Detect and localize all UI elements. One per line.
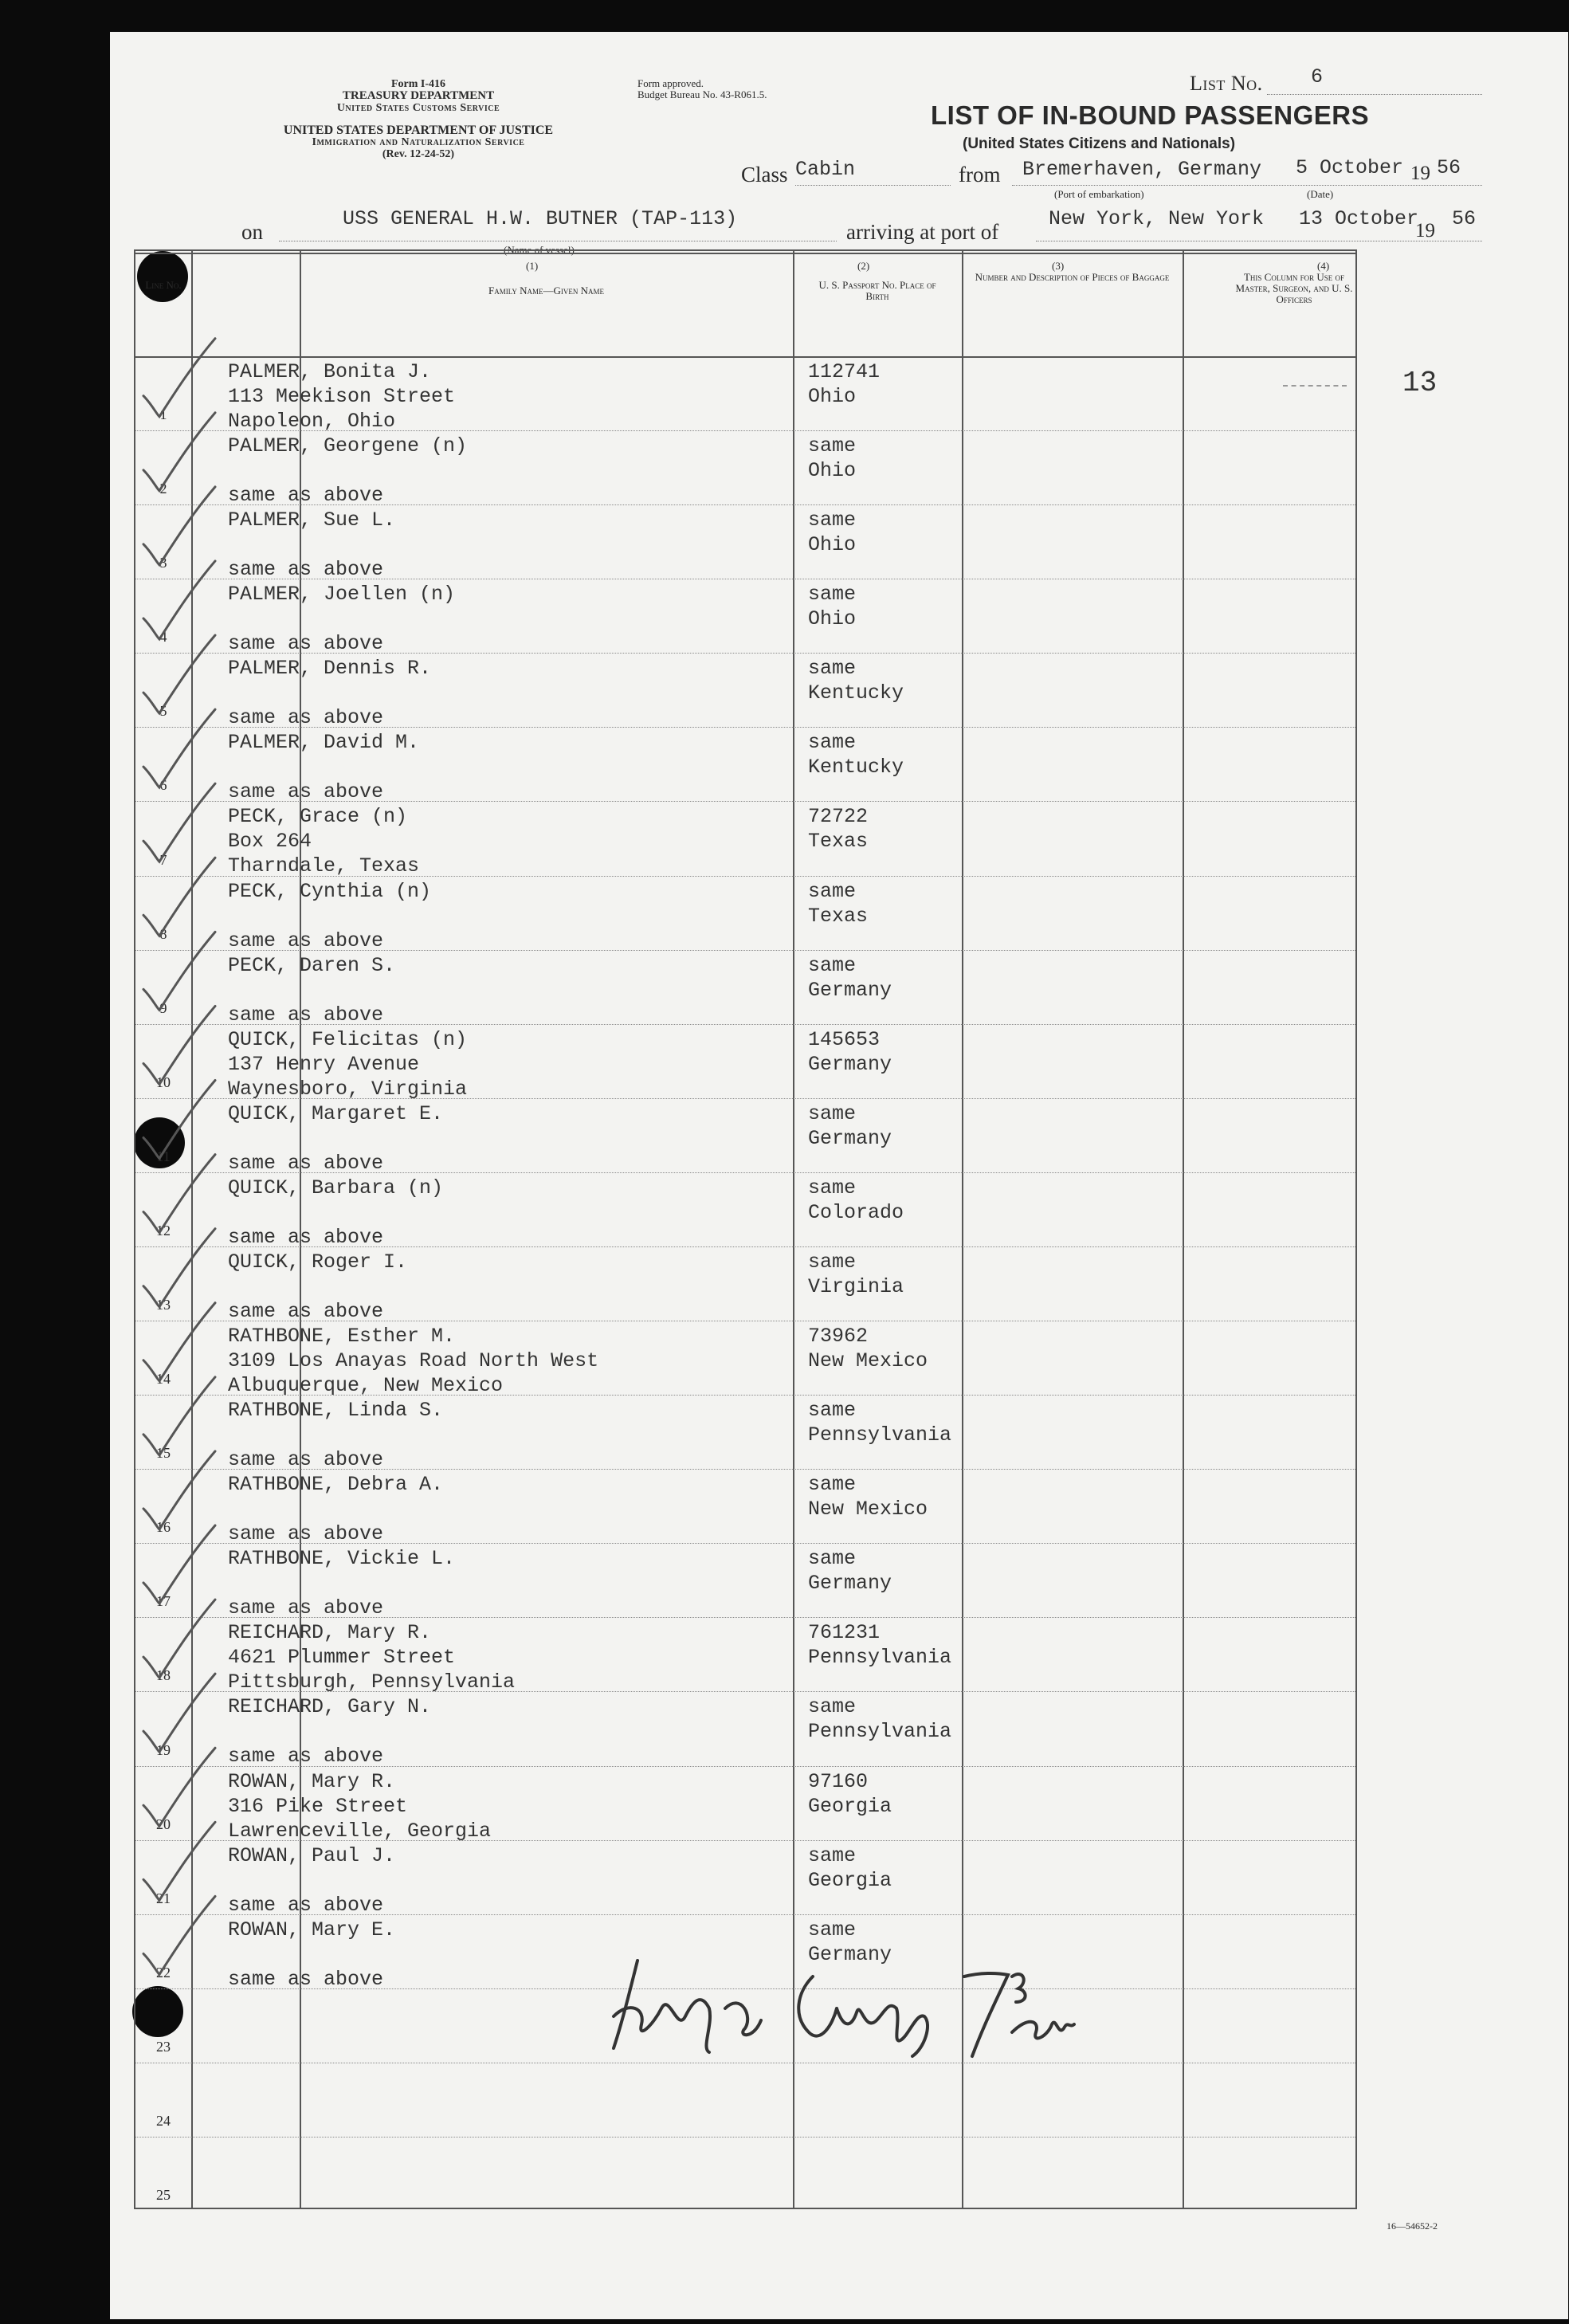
passport-birthplace: same Germany — [808, 953, 892, 1002]
passport-birthplace: same Texas — [808, 879, 869, 928]
passenger-name: QUICK, Felicitas (n) 137 Henry Avenue Waynesboro, Virginia — [228, 1027, 468, 1101]
checkmark — [143, 1377, 215, 1455]
passport-birthplace: 145653 Germany — [808, 1027, 892, 1076]
line-number: 16 — [156, 1519, 171, 1536]
checkmark — [143, 1303, 215, 1381]
checkmark — [143, 1229, 215, 1307]
line-number: 15 — [156, 1445, 171, 1462]
passenger-name: REICHARD, Gary N. same as above — [228, 1695, 432, 1769]
line-number: 25 — [156, 2186, 171, 2203]
checkmark — [143, 932, 215, 1010]
line-number: 21 — [156, 1890, 171, 1906]
passenger-name: RATHBONE, Vickie L. same as above — [228, 1547, 456, 1620]
checkmark — [143, 413, 215, 491]
list-title: LIST OF IN-BOUND PASSENGERS — [931, 100, 1370, 130]
passenger-name: PALMER, Georgene (n) same as above — [228, 434, 468, 508]
checkmark — [143, 487, 215, 565]
passport-birthplace: 761231 Pennsylvania — [808, 1621, 952, 1670]
arrival-port: New York, New York — [1049, 207, 1265, 230]
line-number: 20 — [156, 1816, 171, 1832]
passport-birthplace: same Germany — [808, 1101, 892, 1150]
line-number: 4 — [159, 629, 167, 646]
passport-birthplace: 97160 Georgia — [808, 1769, 892, 1818]
class-label: Class — [741, 163, 788, 186]
passenger-name: PALMER, Dennis R. same as above — [228, 657, 432, 730]
passenger-name: PECK, Grace (n) Box 264 Tharndale, Texas — [228, 805, 420, 878]
checkmark — [143, 1896, 215, 1974]
checkmark — [143, 561, 215, 639]
col-head-passport: U. S. Passport No. Place of Birth — [818, 279, 936, 302]
form-revision: (Rev. 12-24-52) — [382, 148, 455, 160]
passport-birthplace: same Kentucky — [808, 657, 904, 705]
passport-birthplace: same Ohio — [808, 583, 857, 631]
line-number: 13 — [156, 1297, 171, 1313]
passport-birthplace: 72722 Texas — [808, 805, 869, 854]
line-number: 7 — [159, 851, 167, 868]
line-number: 14 — [156, 1371, 171, 1388]
passenger-table — [134, 249, 1438, 2209]
passport-birthplace: same Ohio — [808, 434, 857, 483]
col-head-line-no: Line No. — [145, 279, 182, 291]
col-head-name: Family Name—Given Name — [488, 285, 604, 296]
line-number: 19 — [156, 1741, 171, 1758]
line-number: 22 — [156, 1964, 171, 1981]
passenger-name: ROWAN, Paul J. same as above — [228, 1843, 396, 1917]
line-number: 5 — [159, 703, 167, 720]
line-number: 12 — [156, 1222, 171, 1239]
col-caption-4: (4) — [1317, 260, 1330, 272]
arrival-date: 13 October — [1299, 207, 1419, 230]
checkmark — [143, 709, 215, 787]
passport-birthplace: same Virginia — [808, 1250, 904, 1298]
officer-note: 13 — [1402, 367, 1438, 399]
col-caption-3: (3) — [1052, 260, 1065, 272]
from-year: 56 — [1437, 156, 1461, 179]
line-number: 3 — [159, 555, 167, 571]
from-date: 5 October — [1296, 156, 1404, 179]
arrival-year: 56 — [1452, 207, 1477, 230]
class-line — [795, 185, 951, 186]
line-number: 17 — [156, 1593, 171, 1610]
col-caption-1: (1) — [526, 260, 539, 272]
passenger-name: PECK, Cynthia (n) same as above — [228, 879, 432, 952]
passenger-name: ROWAN, Mary E. same as above — [228, 1918, 396, 1991]
port-caption: (Port of embarkation) — [1054, 188, 1144, 200]
passport-birthplace: same Kentucky — [808, 731, 904, 779]
line-number: 18 — [156, 1667, 171, 1684]
passport-birthplace: same Colorado — [808, 1176, 904, 1224]
checkmark-layer — [135, 251, 1359, 2211]
passenger-name: QUICK, Margaret E. same as above — [228, 1101, 444, 1175]
passport-birthplace: same Germany — [808, 1547, 892, 1596]
from-line — [1012, 185, 1482, 186]
arrival-year-prefix: 19 — [1415, 220, 1435, 241]
budget-bureau: Budget Bureau No. 43-R061.5. — [637, 88, 767, 100]
checkmark — [143, 635, 215, 713]
handwritten-signature — [582, 1945, 1076, 2064]
passport-birthplace: 112741 Ohio — [808, 360, 881, 408]
passport-birthplace: 73962 New Mexico — [808, 1325, 928, 1373]
checkmark — [143, 339, 215, 417]
col-head-officers: This Column for Use of Master, Surgeon, and U. S. Officers — [1235, 271, 1353, 305]
footer-code: 16—54652-2 — [1387, 2220, 1438, 2232]
arriving-label: arriving at port of — [846, 220, 999, 244]
from-label: from — [959, 163, 1001, 186]
checkmark — [143, 783, 215, 862]
checkmark — [143, 1674, 215, 1752]
checkmark — [143, 858, 215, 936]
list-no-value: 6 — [1311, 65, 1324, 88]
checkmark — [143, 1600, 215, 1678]
from-port: Bremerhaven, Germany — [1022, 158, 1262, 181]
line-number: 11 — [156, 1148, 171, 1164]
justice-block — [235, 124, 602, 160]
list-no-line — [1267, 94, 1482, 95]
line-number: 24 — [156, 2112, 171, 2129]
class-value: Cabin — [795, 158, 856, 181]
passenger-name: PALMER, Joellen (n) same as above — [228, 583, 456, 656]
date-caption: (Date) — [1307, 188, 1334, 200]
justice-department: UNITED STATES DEPARTMENT OF JUSTICE — [283, 124, 554, 137]
passport-birthplace: same Pennsylvania — [808, 1399, 952, 1447]
form-number: Form I-416 — [390, 78, 446, 90]
checkmark — [143, 1155, 215, 1233]
passenger-name: RATHBONE, Debra A. same as above — [228, 1473, 444, 1546]
line-number: 2 — [159, 481, 167, 497]
passenger-name: PECK, Daren S. same as above — [228, 953, 396, 1027]
checkmark — [143, 1006, 215, 1084]
checkmark — [143, 1525, 215, 1604]
line-number: 8 — [159, 925, 167, 942]
form-approved: Form approved. — [637, 77, 704, 89]
form-header-block — [239, 78, 598, 114]
treasury-department: TREASURY DEPARTMENT — [342, 89, 495, 102]
list-no-label: List No. — [1190, 72, 1263, 95]
checkmark — [143, 1822, 215, 1900]
passenger-name: RATHBONE, Linda S. same as above — [228, 1399, 444, 1472]
passport-birthplace: same New Mexico — [808, 1473, 928, 1521]
line-number: 23 — [156, 2038, 171, 2055]
passenger-name: QUICK, Roger I. same as above — [228, 1250, 408, 1323]
line-number: 9 — [159, 999, 167, 1016]
line-number: 1 — [159, 406, 167, 423]
immigration-service: Immigration and Naturalization Service — [312, 136, 525, 148]
passport-birthplace: same Germany — [808, 1918, 892, 1966]
line-number: 6 — [159, 777, 167, 794]
vessel-name: USS GENERAL H.W. BUTNER (TAP-113) — [343, 207, 738, 230]
line-number: 10 — [156, 1074, 171, 1090]
passenger-name: QUICK, Barbara (n) same as above — [228, 1176, 444, 1249]
customs-service: United States Customs Service — [336, 102, 500, 114]
approval-block — [637, 78, 767, 100]
on-label: on — [241, 220, 263, 244]
list-subtitle: (United States Citizens and Nationals) — [963, 135, 1236, 152]
passenger-name: REICHARD, Mary R. 4621 Plummer Street Pittsburgh, Pennsylvania — [228, 1621, 516, 1694]
col-caption-2: (2) — [857, 260, 870, 272]
from-year-prefix: 19 — [1410, 163, 1430, 184]
col-head-baggage: Number and Description of Pieces of Baggage — [975, 271, 1170, 283]
passport-birthplace: same Georgia — [808, 1843, 892, 1892]
passenger-name: PALMER, Sue L. same as above — [228, 508, 396, 582]
checkmark — [143, 1451, 215, 1529]
passenger-name: RATHBONE, Esther M. 3109 Los Anayas Road North West Albuquerque, New Mexico — [228, 1325, 599, 1398]
passenger-name: ROWAN, Mary R. 316 Pike Street Lawrenceville, Georgia — [228, 1769, 492, 1843]
passport-birthplace: same Ohio — [808, 508, 857, 557]
vessel-caption: (Name of vessel) — [504, 244, 575, 256]
checkmark — [143, 1081, 215, 1159]
passenger-name: PALMER, Bonita J. 113 Meekison Street Napoleon, Ohio — [228, 360, 456, 433]
checkmark — [143, 1748, 215, 1826]
passport-birthplace: same Pennsylvania — [808, 1695, 952, 1744]
passenger-name: PALMER, David M. same as above — [228, 731, 420, 804]
